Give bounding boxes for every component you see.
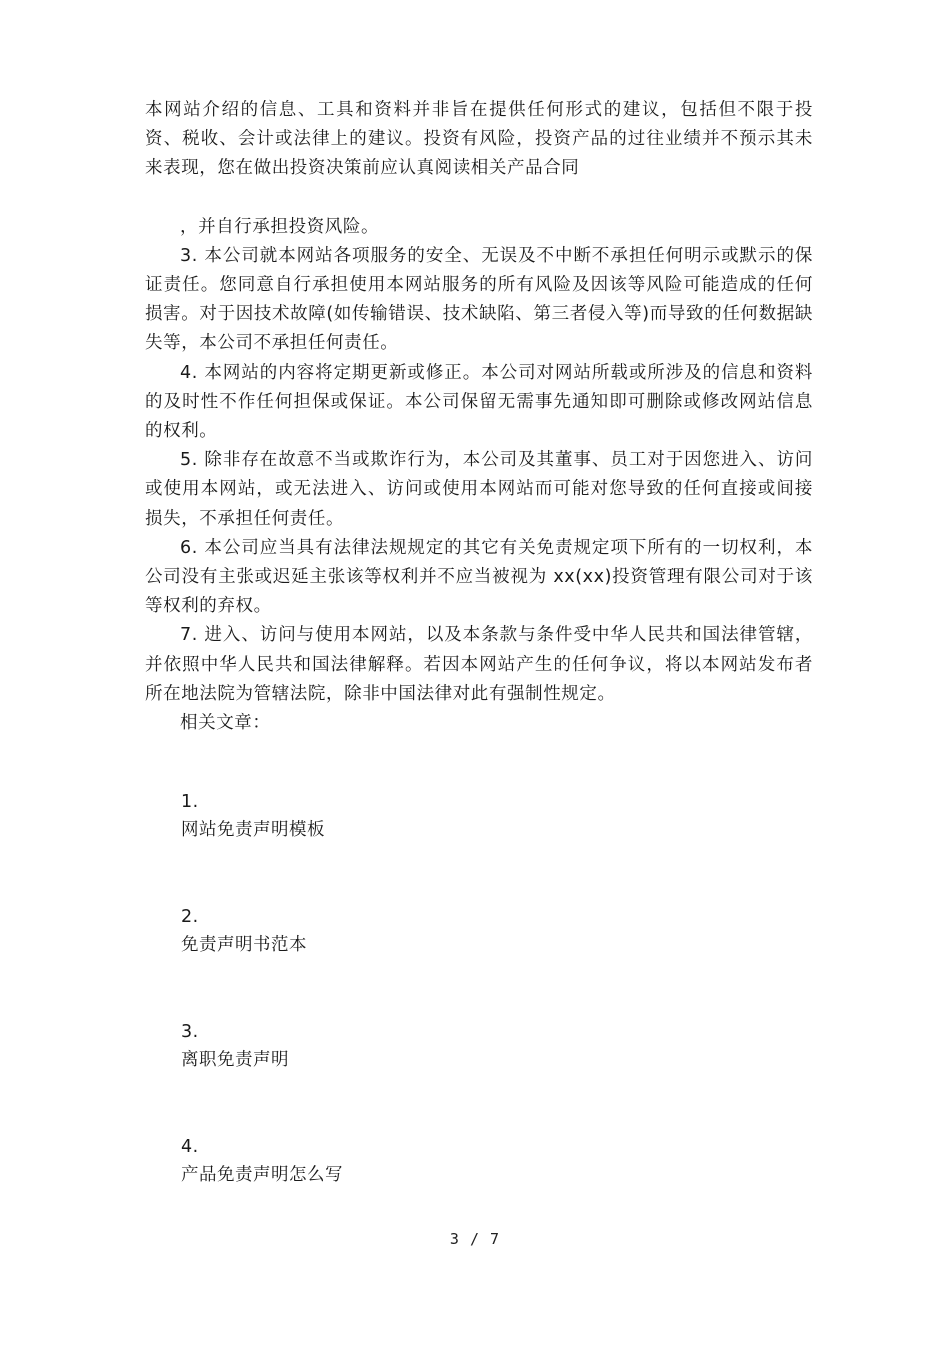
clause-6-paragraph: 6. 本公司应当具有法律法规规定的其它有关免责规定项下所有的一切权利，本公司没有主张或迟延主张该等权利并不应当被视为 xx(xx)投资管理有限公司对于该等权利的弃权。 [145, 537, 813, 617]
related-articles-heading: 相关文章： [180, 713, 271, 734]
related-article-item[interactable] [181, 788, 581, 844]
related-article-item[interactable] [181, 1133, 581, 1189]
related-article-number: 1. [181, 792, 199, 812]
clause-4-paragraph: 4. 本网站的内容将定期更新或修正。本公司对网站所载或所涉及的信息和资料的及时性不作任何担保或保证。本公司保留无需事先通知即可删除或修改网站信息的权利。 [145, 362, 813, 442]
clause-3-paragraph: 3. 本公司就本网站各项服务的安全、无误及不中断不承担任何明示或默示的保证责任。您同意自行承担使用本网站服务的所有风险及因该等风险可能造成的任何损害。对于因技术故障(如传输错误、技术缺陷、第三者侵入等)而导致的任何数据缺失等，本公司不承担任何责任。 [145, 245, 813, 354]
intro-paragraph: 本网站介绍的信息、工具和资料并非旨在提供任何形式的建议，包括但不限于投资、税收、会计或法律上的建议。投资有风险，投资产品的过往业绩并不预示其未来表现，您在做出投资决策前应认真阅读相关产品合同 [145, 100, 813, 179]
related-article-number: 2. [181, 907, 199, 927]
document-body [145, 96, 813, 738]
intro-paragraph-continuation: ，并自行承担投资风险。 [180, 216, 380, 237]
related-article-item[interactable] [181, 903, 581, 959]
page-number: 3 / 7 [449, 1230, 501, 1248]
related-article-number: 4. [181, 1137, 199, 1157]
related-article-item[interactable] [181, 1018, 581, 1074]
related-article-number: 3. [181, 1022, 199, 1042]
related-article-link[interactable]: 网站免责声明模板 [181, 820, 325, 840]
related-article-link[interactable]: 离职免责声明 [181, 1050, 289, 1070]
related-article-link[interactable]: 产品免责声明怎么写 [181, 1165, 343, 1185]
clause-5-paragraph: 5. 除非存在故意不当或欺诈行为，本公司及其董事、员工对于因您进入、访问或使用本网站，或无法进入、访问或使用本网站而可能对您导致的任何直接或间接损失，不承担任何责任。 [145, 450, 813, 529]
related-article-link[interactable]: 免责声明书范本 [181, 935, 307, 955]
clause-7-paragraph: 7. 进入、访问与使用本网站，以及本条款与条件受中华人民共和国法律管辖，并依照中华人民共和国法律解释。若因本网站产生的任何争议，将以本网站发布者所在地法院为管辖法院，除非中国法律对此有强制性规定。 [145, 625, 813, 704]
